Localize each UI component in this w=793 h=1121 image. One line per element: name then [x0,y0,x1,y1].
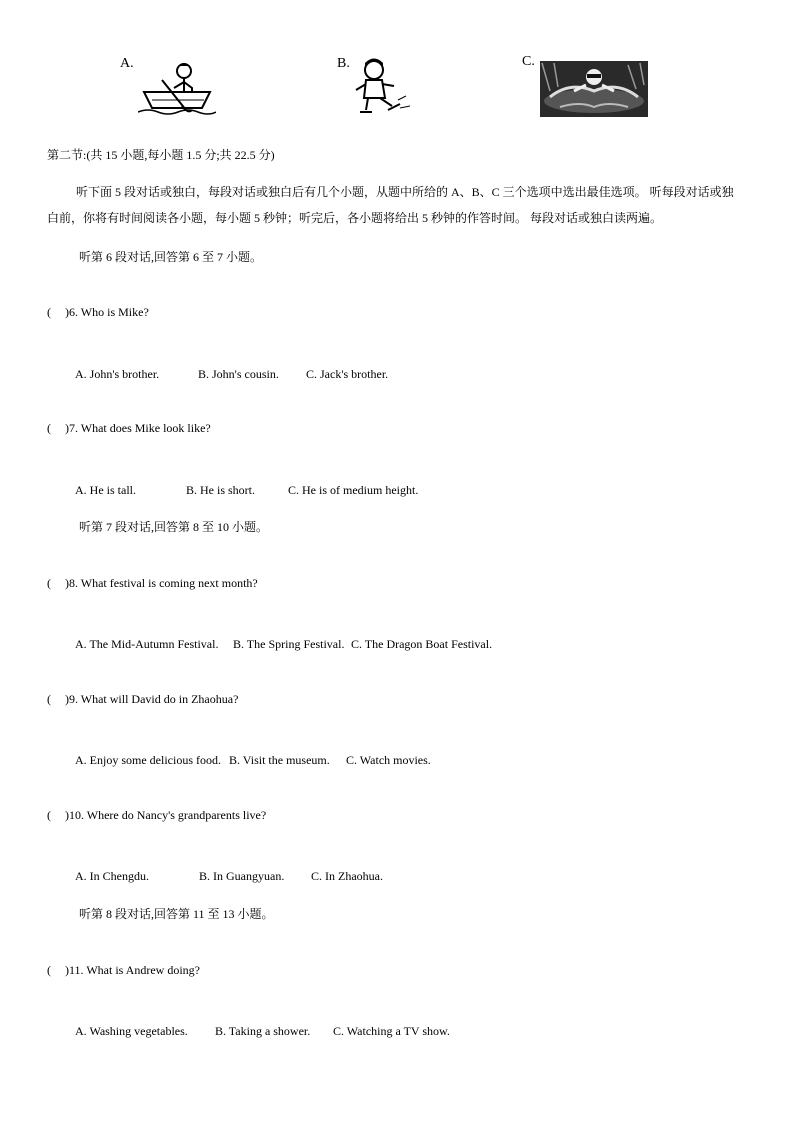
section-title: 第二节:(共 15 小题,每小题 1.5 分;共 22.5 分) [47,148,275,162]
option-letter-c: C. [522,54,535,69]
question-stem: )10. Where do Nancy's grandparents live? [65,808,267,822]
question-stem: )6. Who is Mike? [65,305,149,319]
answer-blank[interactable]: ( [47,576,51,590]
question-7 [47,421,211,436]
question-stem: )9. What will David do in Zhaohua? [65,692,239,706]
question-9 [47,692,238,707]
option-a[interactable]: A. John's brother. [75,367,160,381]
option-c[interactable]: C. Jack's brother. [306,367,389,381]
option-a[interactable]: A. The Mid-Autumn Festival. [75,637,219,651]
answer-blank[interactable]: ( [47,808,51,822]
option-c[interactable]: C. Watching a TV show. [333,1024,450,1038]
ice-skater-icon [352,56,414,120]
option-a[interactable]: A. Enjoy some delicious food. [75,753,221,767]
option-b[interactable]: B. In Guangyuan. [199,869,285,883]
option-c[interactable]: C. He is of medium height. [288,483,419,497]
option-b[interactable]: B. The Spring Festival. [233,637,345,651]
answer-blank[interactable]: ( [47,305,51,319]
options-9 [75,753,431,768]
option-c[interactable]: C. The Dragon Boat Festival. [351,637,493,651]
options-6 [75,367,388,382]
options-11 [75,1024,450,1039]
question-11 [47,963,200,978]
swimmer-icon [540,61,648,117]
options-10 [75,869,383,884]
option-b[interactable]: B. He is short. [186,483,255,497]
answer-blank[interactable]: ( [47,692,51,706]
group-note-7: 听第 7 段对话,回答第 8 至 10 小题。 [79,520,269,534]
question-8 [47,576,258,591]
option-b[interactable]: B. John's cousin. [198,367,279,381]
question-stem: )7. What does Mike look like? [65,421,211,435]
question-stem: )11. What is Andrew doing? [65,963,200,977]
option-a[interactable]: A. He is tall. [75,483,136,497]
option-b[interactable]: B. Taking a shower. [215,1024,311,1038]
option-a[interactable]: A. In Chengdu. [75,869,149,883]
instruction-line-1: 听下面 5 段对话或独白，每段对话或独白后有几个小题，从题中所给的 A、B、C 三个选项中选出最佳选项。 听每段对话或独 [76,185,734,199]
instruction-line-2: 白前，你将有时间阅读各小题，每小题 5 秒钟；听完后，各小题将给出 5 秒钟的作答时间。 每段对话或独白读两遍。 [47,211,663,225]
option-a[interactable]: A. Washing vegetables. [75,1024,188,1038]
answer-blank[interactable]: ( [47,963,51,977]
question-6 [47,305,149,320]
rowing-boat-icon [138,58,216,118]
option-letter-b: B. [337,56,350,71]
section-instructions [47,179,747,231]
options-8 [75,637,492,652]
group-note-8: 听第 8 段对话,回答第 11 至 13 小题。 [79,907,274,921]
answer-blank[interactable]: ( [47,421,51,435]
option-c[interactable]: C. Watch movies. [346,753,431,767]
option-c[interactable]: C. In Zhaohua. [311,869,383,883]
option-b[interactable]: B. Visit the museum. [229,753,330,767]
option-letter-a: A. [120,56,134,71]
group-note-6: 听第 6 段对话,回答第 6 至 7 小题。 [79,250,263,264]
question-stem: )8. What festival is coming next month? [65,576,258,590]
question-10 [47,808,266,823]
options-7 [75,483,418,498]
